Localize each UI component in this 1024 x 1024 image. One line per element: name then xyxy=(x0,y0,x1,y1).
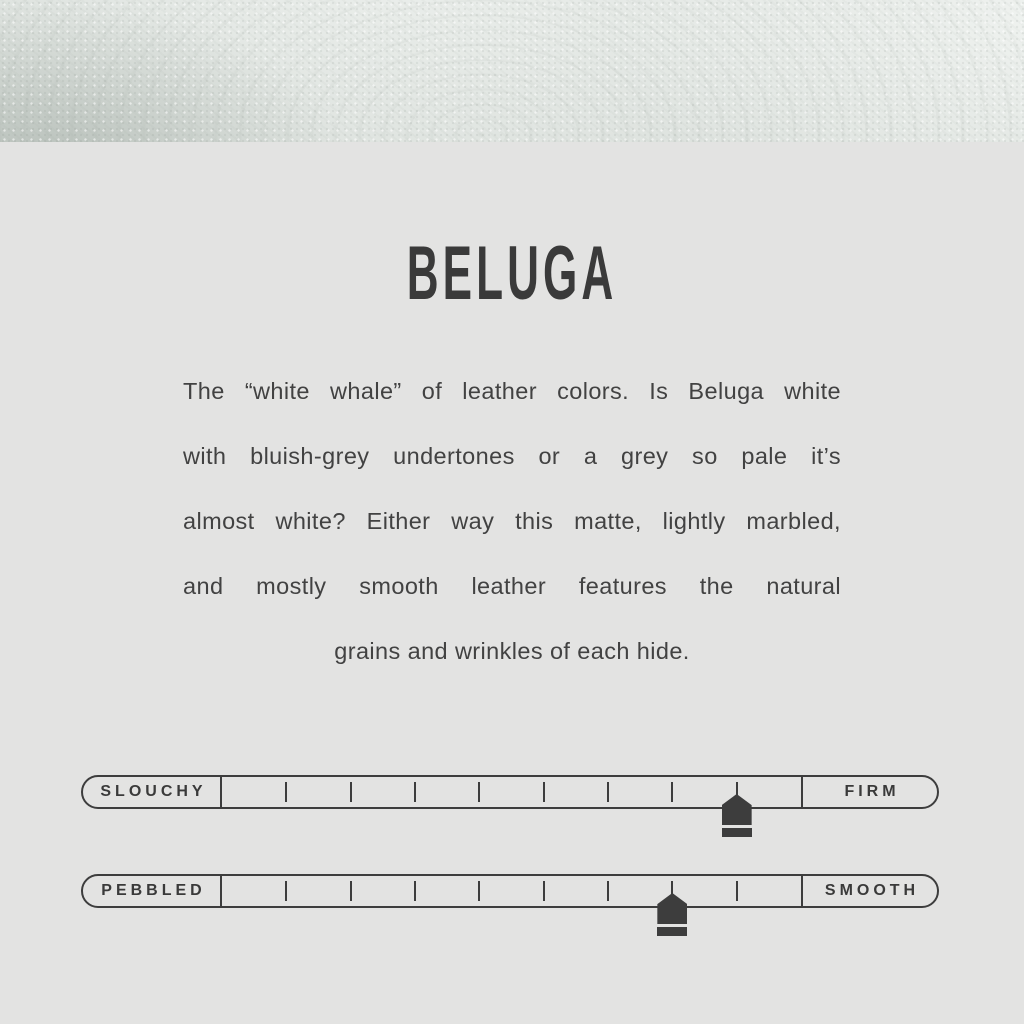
scale-tick xyxy=(671,782,673,802)
softness-scale-left-label: SLOUCHY xyxy=(83,777,222,807)
scale-tick xyxy=(285,881,287,901)
softness-scale-track xyxy=(222,777,801,807)
scale-tick xyxy=(414,782,416,802)
scale-tick xyxy=(736,782,738,802)
description-line: The “white whale” of leather colors. Is Beluga white xyxy=(183,378,841,404)
scale-tick xyxy=(285,782,287,802)
scale-tick xyxy=(607,782,609,802)
texture-scale-track xyxy=(222,876,801,906)
scale-tick xyxy=(543,881,545,901)
texture-scale-right-label: SMOOTH xyxy=(801,876,937,906)
description-line: grains and wrinkles of each hide. xyxy=(334,638,690,664)
scale-tick xyxy=(671,881,673,901)
scale-tick xyxy=(736,881,738,901)
description-paragraph xyxy=(183,359,841,684)
scale-tick xyxy=(350,782,352,802)
scale-tick xyxy=(414,881,416,901)
description-line: almost white? Either way this matte, lightly marbled, xyxy=(183,508,841,534)
scale-tick xyxy=(478,881,480,901)
texture-scale-left-label: PEBBLED xyxy=(83,876,222,906)
leather-texture-photo xyxy=(0,0,1024,142)
scale-tick xyxy=(543,782,545,802)
marker-underbar-icon xyxy=(722,828,752,837)
softness-scale xyxy=(81,775,939,809)
description-line: with bluish-grey undertones or a grey so pale it’s xyxy=(183,443,841,469)
scale-tick xyxy=(350,881,352,901)
page-title: BELUGA xyxy=(406,231,618,316)
marker-underbar-icon xyxy=(657,927,687,936)
texture-scale xyxy=(81,874,939,908)
softness-scale-right-label: FIRM xyxy=(801,777,937,807)
scale-tick xyxy=(478,782,480,802)
description-line: and mostly smooth leather features the natural xyxy=(183,573,841,599)
scale-tick xyxy=(607,881,609,901)
